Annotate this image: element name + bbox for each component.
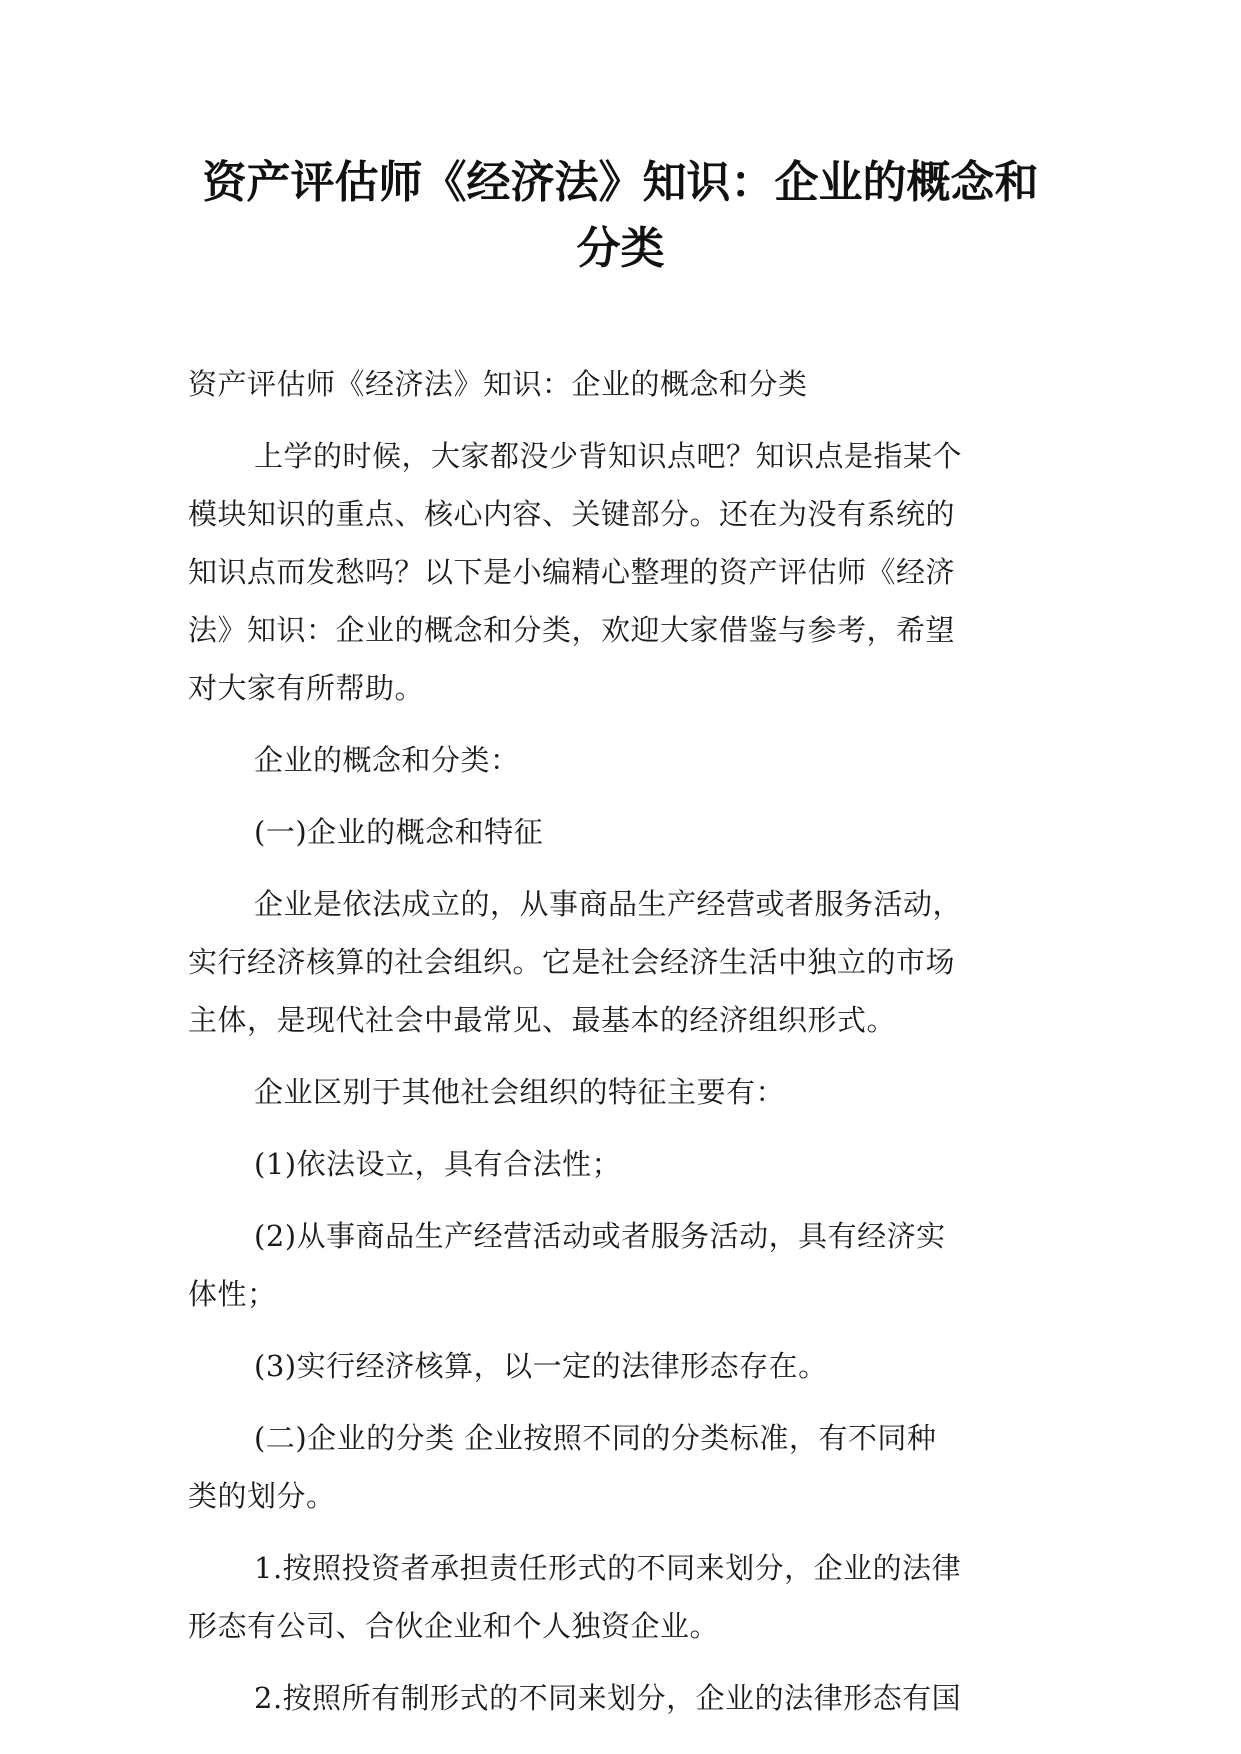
body-paragraph	[188, 1539, 1068, 1655]
body-paragraph	[188, 1337, 1068, 1395]
body-paragraph	[188, 875, 1068, 1049]
paragraph-line: 2.按照所有制形式的不同来划分，企业的法律形态有国	[254, 1681, 962, 1715]
paragraph-line: 类的划分。	[188, 1479, 336, 1513]
paragraph-line: (2)从事商品生产经营活动或者服务活动，具有经济实	[254, 1219, 946, 1253]
body-paragraph	[188, 427, 1068, 717]
paragraph-line: 对大家有所帮助。	[188, 671, 425, 705]
title-line: 分类	[576, 223, 665, 274]
paragraph-line: 法》知识：企业的概念和分类，欢迎大家借鉴与参考，希望	[188, 613, 956, 647]
paragraph-line: 形态有公司、合伙企业和个人独资企业。	[188, 1609, 720, 1643]
paragraph-line: 企业的概念和分类：	[254, 743, 520, 777]
body-paragraph	[188, 731, 1068, 789]
paragraph-line: 企业区别于其他社会组织的特征主要有：	[254, 1075, 786, 1109]
paragraph-line: (二)企业的分类 企业按照不同的分类标准，有不同种	[254, 1421, 937, 1455]
body-paragraph	[188, 1135, 1068, 1193]
body-paragraph	[188, 1409, 1068, 1525]
paragraph-line: 资产评估师《经济法》知识：企业的概念和分类	[188, 367, 808, 401]
title-line: 资产评估师《经济法》知识：企业的概念和	[202, 157, 1039, 208]
body-paragraph	[188, 1063, 1068, 1121]
paragraph-line: 知识点而发愁吗？以下是小编精心整理的资产评估师《经济	[188, 555, 956, 589]
paragraph-line: 主体，是现代社会中最常见、最基本的经济组织形式。	[188, 1003, 897, 1037]
body-paragraph	[188, 1207, 1068, 1323]
body-paragraph	[188, 1669, 1068, 1727]
document-body	[188, 355, 1068, 1741]
paragraph-line: 企业是依法成立的，从事商品生产经营或者服务活动，	[254, 887, 963, 921]
paragraph-line: 1.按照投资者承担责任形式的不同来划分，企业的法律	[254, 1551, 962, 1585]
paragraph-line: (1)依法设立，具有合法性；	[254, 1147, 622, 1181]
paragraph-line: (3)实行经济核算，以一定的法律形态存在。	[254, 1349, 828, 1383]
paragraph-line: 上学的时候，大家都没少背知识点吧？知识点是指某个	[254, 439, 963, 473]
document-title	[150, 150, 1091, 282]
body-paragraph	[188, 355, 1068, 413]
paragraph-line: (一)企业的概念和特征	[254, 815, 544, 849]
paragraph-line: 模块知识的重点、核心内容、关键部分。还在为没有系统的	[188, 497, 956, 531]
body-paragraph	[188, 803, 1068, 861]
paragraph-line: 体性；	[188, 1277, 277, 1311]
paragraph-line: 实行经济核算的社会组织。它是社会经济生活中独立的市场	[188, 945, 956, 979]
